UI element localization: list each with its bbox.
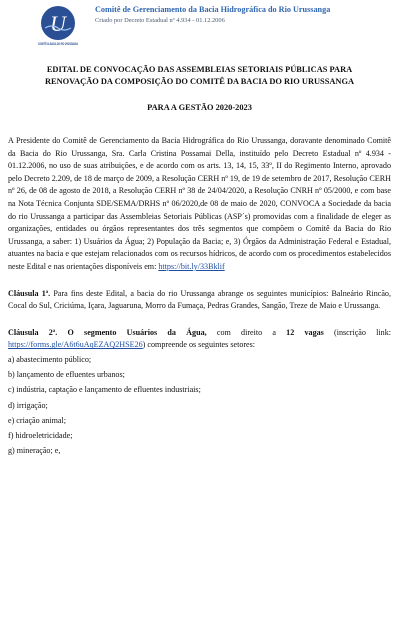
clause-1-label: Cláusula 1ª. <box>8 288 51 298</box>
list-item: d) irrigação; <box>8 400 48 410</box>
clause-2-mid: com direito a <box>206 327 287 337</box>
clause-2-segment: O segmento Usuários da Água, <box>67 327 207 337</box>
logo-letter: U <box>50 11 66 36</box>
clause-1-text: Para fins deste Edital, a bacia do rio Urussanga abrange os seguintes municípios: Balneário Rincão, Cocal do Sul, Criciúma, Içara, Jaguaruna, Morro da Fumaça, Pedras Grandes, Sangão, Treze de Maio e Urussanga. <box>8 288 392 311</box>
title-line-2: RENOVAÇÃO DA COMPOSIÇÃO DO COMITÊ DA BACIA DO RIO URUSSANGA <box>44 77 355 87</box>
org-subtitle: Criado por Decreto Estadual nº 4.934 - 01.12.2006 <box>95 17 225 24</box>
clause-2-end: ) compreende os seguintes setores: <box>142 340 256 350</box>
list-item: c) indústria, captação e lançamento de efluentes industriais; <box>8 385 201 395</box>
intro-paragraph <box>8 135 391 274</box>
title-line-1: EDITAL DE CONVOCAÇÃO DAS ASSEMBLEIAS SETORIAIS PÚBLICAS PARA <box>46 65 353 74</box>
logo-caption: COMITÊ DA BACIA DO RIO URUSSANGA <box>38 42 101 46</box>
clause-2-vagas: 12 vagas <box>286 327 324 337</box>
document-subtitle: PARA A GESTÃO 2020-2023 <box>147 103 252 113</box>
intro-link[interactable]: https://bit.ly/33Bklif <box>158 261 225 271</box>
intro-text: A Presidente do Comitê de Gerenciamento da Bacia Hidrográfica do Rio Urussanga, doravante denominado Comitê da Bacia do Rio Urussanga, Sra. Carla Cristina Possamai Della, instituído pelo Decreto Estadual nº 4.934 - 01.12.2006, no uso de suas atribuições, e de acordo com os arts. 13, 14, 15, 33º, II do Regimento Interno, aprovado pelo Decreto 2.209, de 18 de março de 2009, a Resolução CERH nº 19, de 19 de setembro de 2017, Resolução CERH nº 26, de 08 de agosto de 2018, a Resolução CERH nº 38 de 24/04/2020, a Resolução CNRH nº 05/2000, e com base na Nota Técnica Conjunta SDE/SEMA/DRHS nº 06/2020,de 08 de maio de 2020, CONVOCA a Sociedade da bacia do rio Urussanga a participar das Assembleias Setoriais Públicas (ASP´s) promovidas com a finalidade de eleger as organizações, entidades ou órgãos representantes dos três segmentos que compõem o Comitê da Bacia do Rio Urussanga, a saber: 1) Usuários da Água; 2) População da Bacia; e, 3) Órgãos da Administração Federal e Estadual, atuantes na bacia e que estejam relacionados com os recursos hídricos, de acordo com os procedimentos estabelecidos neste Edital e nas orientações disponíveis em: <box>8 136 391 271</box>
clause-2 <box>8 327 391 352</box>
list-item: e) criação animal; <box>8 415 66 425</box>
org-title: Comitê de Gerenciamento da Bacia Hidrográfica do Rio Urussanga <box>95 5 331 14</box>
document-title <box>8 64 391 88</box>
clause-2-label: Cláusula 2ª. <box>8 327 58 337</box>
list-item: f) hidroeletricidade; <box>8 430 73 440</box>
document-body <box>8 64 391 458</box>
list-item: b) lançamento de efluentes urbanos; <box>8 370 125 380</box>
letterhead <box>0 0 400 52</box>
clause-2-mid2: (inscrição link: <box>323 327 392 337</box>
sector-list <box>8 352 391 458</box>
clause-2-link[interactable]: https://forms.gle/A6t6uAqEZAQ2HSE26 <box>8 340 143 350</box>
committee-logo-icon <box>36 4 101 50</box>
clause-1 <box>8 288 391 313</box>
list-item: g) mineração; e, <box>8 446 61 456</box>
list-item: a) abastecimento público; <box>8 354 92 364</box>
